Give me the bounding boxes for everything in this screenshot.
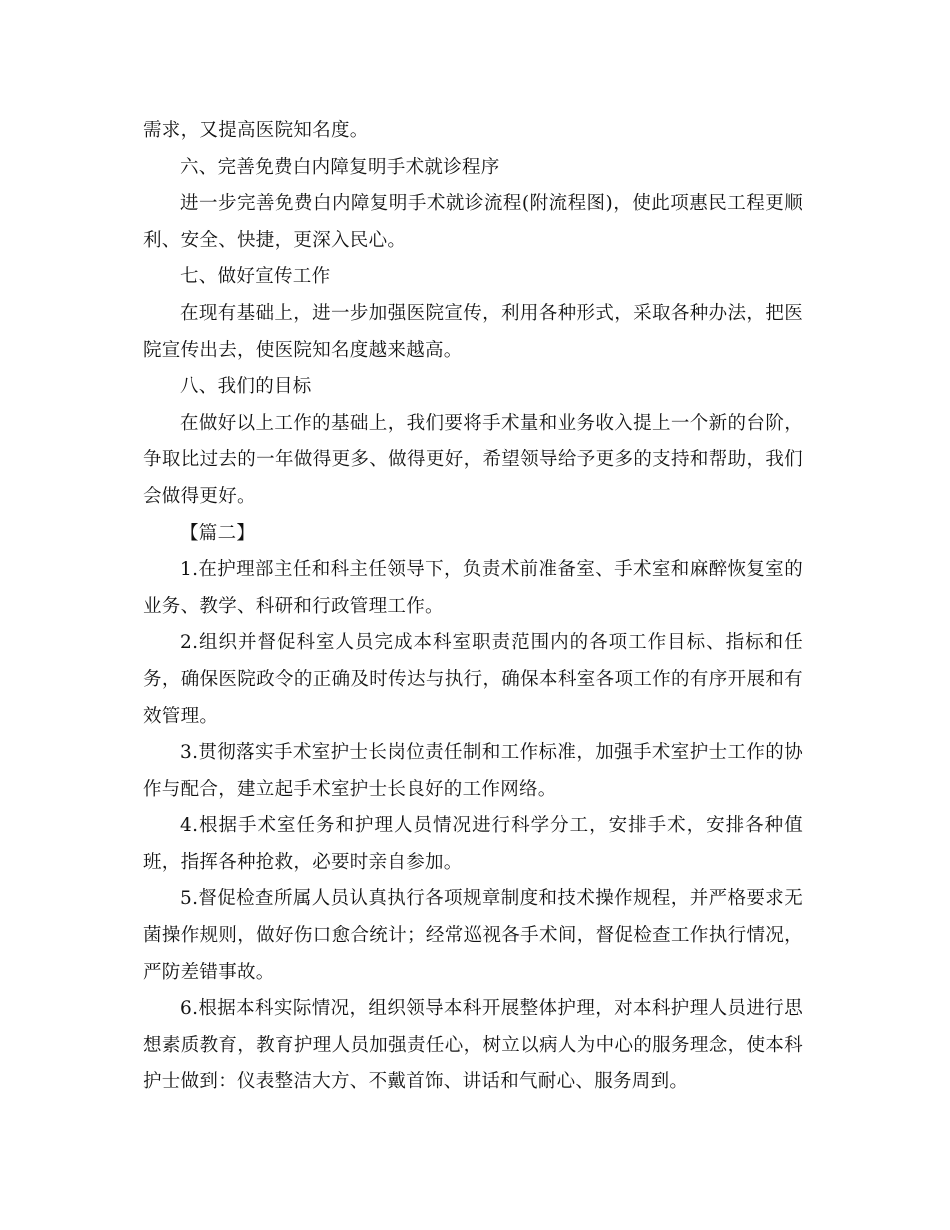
list-item: 2.组织并督促科室人员完成本科室职责范围内的各项工作目标、指标和任务，确保医院政令的正确及时传达与执行，确保本科室各项工作的有序开展和有效管理。 [143, 632, 803, 727]
section-heading-7: 七、做好宣传工作 [180, 266, 331, 288]
paragraph: 在现有基础上，进一步加强医院宣传，利用各种形式，采取各种办法，把医院宣传出去，使医院知名度越来越高。 [143, 302, 803, 361]
document-body [143, 113, 803, 1101]
paragraph: 在做好以上工作的基础上，我们要将手术量和业务收入提上一个新的台阶，争取比过去的一年做得更多、做得更好，希望领导给予更多的支持和帮助，我们会做得更好。 [143, 412, 803, 507]
part-heading: 【篇二】 [180, 522, 256, 544]
paragraph: 进一步完善免费白内障复明手术就诊流程(附流程图)，使此项惠民工程更顺利、安全、快捷，更深入民心。 [143, 193, 803, 251]
paragraph-continuation: 需求，又提高医院知名度。 [143, 120, 369, 141]
list-item: 5.督促检查所属人员认真执行各项规章制度和技术操作规程，并严格要求无菌操作规则，做好伤口愈合统计；经常巡视各手术间，督促检查工作执行情况，严防差错事故。 [143, 888, 803, 983]
list-item: 6.根据本科实际情况，组织领导本科开展整体护理，对本科护理人员进行思想素质教育，教育护理人员加强责任心，树立以病人为中心的服务理念，使本科护士做到：仪表整洁大方、不戴首饰、讲话和气耐心、服务周到。 [143, 998, 803, 1093]
list-item: 1.在护理部主任和科主任领导下，负责术前准备室、手术室和麻醉恢复室的业务、教学、科研和行政管理工作。 [143, 559, 803, 617]
list-item: 3.贯彻落实手术室护士长岗位责任制和工作标准，加强手术室护士工作的协作与配合，建立起手术室护士长良好的工作网络。 [143, 742, 803, 800]
section-heading-6: 六、完善免费白内障复明手术就诊程序 [180, 156, 500, 178]
list-item: 4.根据手术室任务和护理人员情况进行科学分工，安排手术，安排各种值班，指挥各种抢救，必要时亲自参加。 [143, 815, 803, 873]
section-heading-8: 八、我们的目标 [180, 376, 312, 398]
